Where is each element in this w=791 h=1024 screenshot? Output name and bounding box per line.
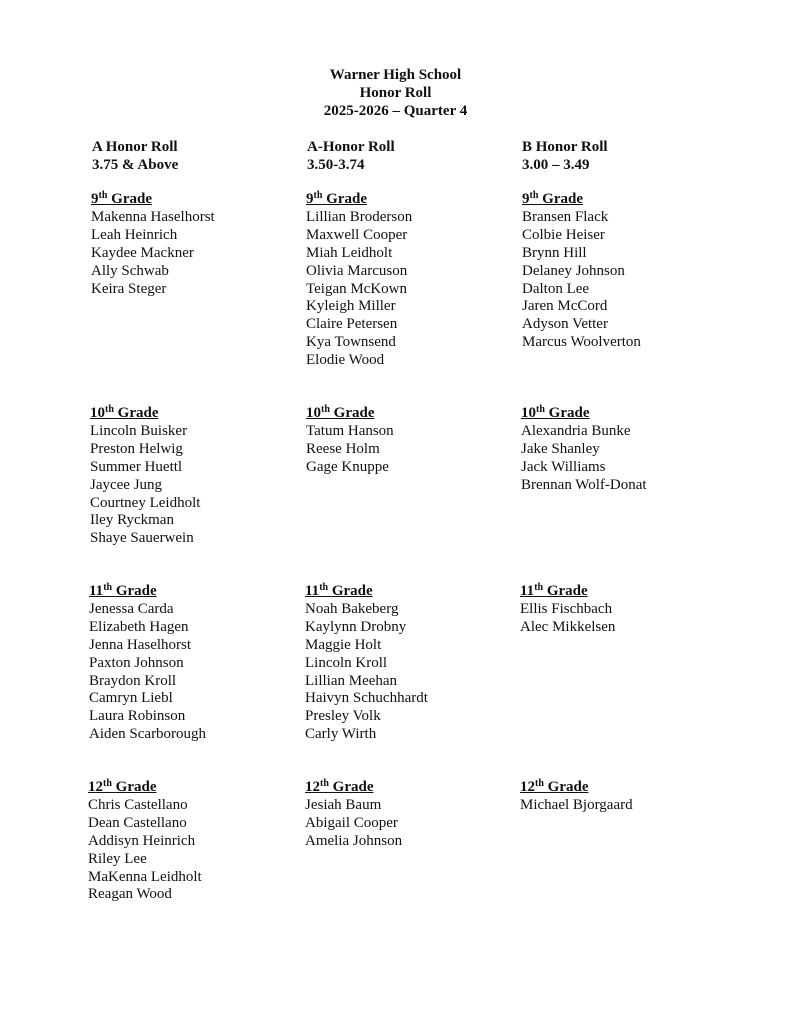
gpa-range: 3.50-3.74 (307, 157, 365, 173)
student-list (89, 601, 206, 744)
honor-roll-name: A-Honor Roll (307, 139, 395, 155)
student-name: Teigan McKown (306, 280, 408, 297)
student-name: Keira Steger (91, 280, 167, 297)
student-name: Maggie Holt (305, 636, 382, 653)
grade-ordinal-suffix: th (529, 190, 539, 201)
grade-word: Grade (332, 779, 374, 795)
grade-heading (91, 191, 215, 209)
student-name: Lillian Meehan (305, 672, 398, 689)
student-name: Presley Volk (305, 708, 381, 725)
honor-roll-name: A Honor Roll (92, 139, 178, 155)
grade-number: 12 (520, 779, 535, 795)
grade-heading (306, 191, 412, 209)
student-name: Brynn Hill (522, 244, 587, 261)
grade-word: Grade (542, 191, 583, 207)
grade-heading (305, 779, 402, 797)
student-name: Adyson Vetter (522, 316, 608, 333)
grade-word: Grade (547, 779, 589, 795)
student-name: Marcus Woolverton (522, 334, 641, 351)
grade-ordinal-suffix: th (103, 582, 113, 593)
student-list (305, 797, 402, 851)
student-name: Lincoln Buisker (90, 423, 188, 439)
student-name: Claire Petersen (306, 316, 398, 333)
grade-number: 12 (305, 779, 320, 795)
grade-word: Grade (326, 191, 367, 207)
student-list (306, 423, 394, 477)
student-list (306, 209, 412, 370)
student-name: Kyleigh Miller (306, 298, 396, 315)
student-name: Jenna Haselhorst (89, 636, 192, 653)
grade-word: Grade (331, 583, 373, 599)
grade-section (306, 191, 412, 370)
student-name: Dalton Lee (522, 280, 590, 297)
grade-ordinal-suffix: th (313, 190, 323, 201)
grade-ordinal-suffix: th (534, 582, 544, 593)
student-list (305, 601, 428, 744)
grade-section (521, 405, 647, 495)
grade-ordinal-suffix: th (535, 778, 544, 789)
student-name: Alexandria Bunke (521, 423, 631, 439)
student-name: Lincoln Kroll (305, 654, 388, 671)
grade-number: 9 (91, 191, 99, 207)
grade-word: Grade (548, 405, 590, 421)
grade-heading (520, 779, 633, 797)
student-name: Summer Huettl (90, 458, 183, 475)
grade-heading (522, 191, 641, 209)
grade-word: Grade (115, 779, 157, 795)
student-list (521, 423, 647, 495)
grade-number: 9 (306, 191, 314, 207)
grade-section (520, 779, 633, 815)
student-name: Kya Townsend (306, 334, 396, 351)
student-name: Bransen Flack (522, 209, 609, 225)
student-name: Reese Holm (306, 440, 380, 457)
student-name: Jenessa Carda (89, 601, 174, 617)
student-list (91, 209, 215, 298)
student-list (522, 209, 641, 352)
student-name: Delaney Johnson (522, 262, 625, 279)
student-name: Jack Williams (521, 458, 606, 475)
grade-ordinal-suffix: th (98, 190, 108, 201)
grade-number: 9 (522, 191, 530, 207)
student-name: Makenna Haselhorst (91, 209, 215, 225)
grade-number: 11 (520, 583, 535, 599)
student-name: Jake Shanley (521, 440, 600, 457)
student-name: Paxton Johnson (89, 654, 184, 671)
school-name: Warner High School (329, 67, 462, 83)
student-name: Preston Helwig (90, 440, 183, 457)
column-heading-b (522, 138, 608, 174)
grade-ordinal-suffix: th (105, 404, 114, 415)
grade-heading (305, 583, 428, 601)
grade-section (306, 405, 394, 477)
grade-word: Grade (117, 405, 159, 421)
grade-ordinal-suffix: th (319, 582, 329, 593)
student-name: Courtney Leidholt (90, 494, 201, 511)
grade-word: Grade (111, 191, 152, 207)
grade-section (90, 405, 200, 548)
student-name: Kaydee Mackner (91, 244, 194, 261)
student-name: Jesiah Baum (305, 797, 382, 813)
student-name: Riley Lee (88, 850, 147, 867)
student-name: Jaycee Jung (90, 476, 163, 493)
grade-ordinal-suffix: th (320, 778, 329, 789)
grade-section (522, 191, 641, 352)
student-name: Ellis Fischbach (520, 601, 613, 617)
grade-section (305, 779, 402, 851)
student-list (90, 423, 200, 548)
student-name: Abigail Cooper (305, 814, 398, 831)
grade-number: 12 (88, 779, 103, 795)
grade-section (88, 779, 202, 904)
student-name: Michael Bjorgaard (520, 797, 633, 813)
gpa-range: 3.00 – 3.49 (522, 157, 590, 173)
grade-ordinal-suffix: th (321, 404, 330, 415)
student-name: MaKenna Leidholt (88, 868, 202, 885)
student-name: Amelia Johnson (305, 832, 403, 849)
grade-number: 10 (306, 405, 321, 421)
student-name: Brennan Wolf-Donat (521, 476, 647, 493)
grade-section (305, 583, 428, 744)
student-name: Miah Leidholt (306, 244, 393, 261)
student-name: Kaylynn Drobny (305, 618, 407, 635)
student-name: Addisyn Heinrich (88, 832, 196, 849)
student-name: Laura Robinson (89, 708, 186, 725)
student-name: Dean Castellano (88, 814, 187, 831)
student-name: Lillian Broderson (306, 209, 413, 225)
grade-number: 10 (90, 405, 105, 421)
grade-ordinal-suffix: th (536, 404, 545, 415)
student-name: Noah Bakeberg (305, 601, 399, 617)
grade-heading (90, 405, 200, 423)
student-name: Reagan Wood (88, 886, 172, 903)
student-name: Gage Knuppe (306, 458, 389, 475)
student-list (520, 601, 615, 637)
grade-section (520, 583, 615, 637)
student-name: Aiden Scarborough (89, 726, 207, 743)
grade-word: Grade (546, 583, 588, 599)
student-name: Carly Wirth (305, 726, 377, 743)
student-name: Olivia Marcuson (306, 262, 408, 279)
student-name: Ally Schwab (91, 262, 169, 279)
student-name: Iley Ryckman (90, 512, 174, 529)
term-label: 2025-2026 – Quarter 4 (323, 103, 468, 119)
student-name: Braydon Kroll (89, 672, 177, 689)
student-name: Maxwell Cooper (306, 226, 408, 243)
grade-number: 11 (89, 583, 104, 599)
student-name: Shaye Sauerwein (90, 530, 194, 547)
student-list (520, 797, 633, 815)
honor-roll-name: B Honor Roll (522, 139, 608, 155)
grade-word: Grade (333, 405, 375, 421)
grade-heading (521, 405, 647, 423)
student-name: Haivyn Schuchhardt (305, 690, 428, 707)
gpa-range: 3.75 & Above (92, 157, 179, 173)
grade-word: Grade (115, 583, 157, 599)
document-title: Honor Roll (359, 85, 432, 101)
grade-heading (88, 779, 202, 797)
column-heading-a (92, 138, 178, 174)
grade-heading (89, 583, 206, 601)
student-name: Camryn Liebl (89, 690, 173, 707)
column-heading-a-minus (307, 138, 395, 174)
student-name: Colbie Heiser (522, 226, 605, 243)
student-name: Chris Castellano (88, 797, 188, 813)
grade-ordinal-suffix: th (103, 778, 112, 789)
student-name: Jaren McCord (522, 298, 608, 315)
grade-number: 10 (521, 405, 536, 421)
grade-heading (520, 583, 615, 601)
grade-section (91, 191, 215, 298)
grade-number: 11 (305, 583, 320, 599)
document-header (0, 66, 791, 120)
student-name: Elizabeth Hagen (89, 618, 189, 635)
student-name: Alec Mikkelsen (520, 618, 616, 635)
student-name: Leah Heinrich (91, 226, 178, 243)
grade-heading (306, 405, 394, 423)
student-name: Tatum Hanson (306, 423, 394, 439)
student-list (88, 797, 202, 904)
grade-section (89, 583, 206, 744)
student-name: Elodie Wood (306, 352, 385, 369)
